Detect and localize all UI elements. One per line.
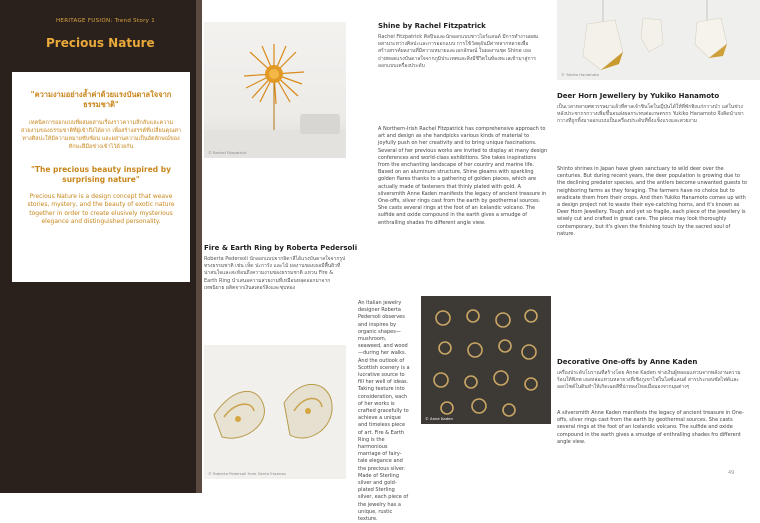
photo-credit: © Anne Kaden [425, 416, 453, 421]
article-thai-pedersoli: Roberta Pedersoli นักออกแบบจากอิตาลีได้แรงบันดาลใจจากรูปทรงธรรมชาติ เช่น เห็ด ปะการัง และไม้ ผลงานของเธอมีพื้นผิวที่น่าสนใจและสะท้อนถึงความงามของธรรมชาติ แหวน Fire & Earth Ring นำเสนอความสวยงามที่เหมือนหลุดออกมาจากเทพนิยาย ผลิตจากเงินสเตอร์ลิงและชุบทอง [204, 256, 346, 291]
decorative-rings-photo [421, 296, 551, 424]
page-number: 49 [728, 470, 735, 476]
thai-pull-quote: "ความงามอย่างล้ำค่าด้วยแรงบันดาลใจจากธรรมชาติ" [30, 90, 172, 109]
intro-quote-box [12, 72, 190, 282]
deer-horn-photo [557, 0, 760, 80]
article-body-pedersoli: An Italian jewelry designer Roberta Pedersoli observes and inspires by organic shapes—mushroom, seaweed, and wood—during her walks. And the outlook of Scottish scenery is a lucrative source to fill her well of ideas. Taking texture into consideration, each of her works is crafted gracefully to achieve a unique and timeless piece of art. Fire & Earth Ring is the harmonious marriage of fairy-tale elegance and the precious silver. Made of Sterling silver and gold-plated Sterling silver, each piece of the jewelry has a unique, rustic texture. [358, 300, 410, 523]
article-body-kaden: A silversmith Anne Kaden manifests the legacy of ancient treasure in One-offs, silver rings cast from the earth by geothermal sources. She casts several rings at the foot of an Icelandic volcano. The sulfide and oxide compound in the earth gives a smudge of enthralling shades fro different angle view. [557, 410, 744, 445]
article-thai-kaden: เครื่องประดับโบราณที่สร้างโดย Anne Kaden ช่างเงินผู้หลอมแหวนจากพลังงานความร้อนใต้พิภพ เธอหล่อแหวนหลายวงที่เชิงภูเขาไฟในไอซ์แลนด์ สารประกอบซัลไฟด์และออกไซด์ในดินทำให้เกิดเฉดสีที่น่าหลงใหลเมื่อมองจากมุมต่างๆ [557, 370, 741, 391]
article-title-pedersoli: Fire & Earth Ring by Roberta Pedersoli [204, 244, 358, 252]
photo-credit: © Roberta Pedersoli from Gente Essenza [208, 471, 286, 476]
thai-intro-text: เทคนิคการออกแบบที่ผสมผสานเรื่องราวความลึกลับและความสวยงามของธรรมชาติที่ผู้เข้าถึงได้ยาก เพื่อสร้างสรรค์ที่เปลี่ยนคุณค่าทางศิลปะให้มีความหมายซับซ้อน และผสานความเป็นอัตลักษณ์ของทักษะฝีมือช่างเข้าไว้ด้วยกัน [20, 120, 182, 150]
series-label: HERITAGE FUSION: Trend Story 1 [56, 18, 156, 24]
shine-sculpture-photo [204, 22, 346, 158]
english-pull-quote: "The precious beauty inspired by surprising nature" [30, 165, 172, 184]
article-body-hanamoto: Shinto shrines in Japan have given sanctuary to wild deer over the centuries. But during recent years, the deer population is growing due to the declining predator species, and the antlers become unwanted guests to neighboring farms as they foraging. The farmers have no choice but to eradicate them from their crops. And then Yukiko Hanamoto comes up with a design project not to waste their eye-catching horns, and it's known as Deer Horn Jewellery. Tough and yet so fragile, each piece of the jewellery is wisely cut and crafted in great care. The piece may look thoroughly contemporary, but it's given the finishing touch by the sacred soul of nature. [557, 166, 747, 237]
photo-credit: © Rachel Fitzpatrick [208, 150, 247, 155]
photo-credit: © Yukiko Hanamoto [561, 72, 599, 77]
article-title-hanamoto: Deer Horn Jewellery by Yukiko Hanamoto [557, 92, 720, 100]
sculpture-illustration [204, 22, 346, 158]
article-body-fitzpatrick: A Northern-Irish Rachel Fitzpatrick has comprehensive approach to art and design as she handpicks various kinds of material to joyfully push on her creativity and to bring unique fascinations. Several of her previous works are invited to display at many design conferences and world-class exhibitions. She takes inspirations from the enchanting landscape of her country and marine life. Based on an aluminum structure, Shine gleams with sparkling golden flares thanks to a gathering of golden pieces, which are actually made of fasteners that thinly plated with gold. A silversmith Anne Kaden manifests the legacy of ancient treasure in One-offs, silver rings cast from the earth by geothermal sources. She casts several rings at the foot of an Icelandic volcano. The sulfide and oxide compound in the earth gives a smudge of enthralling shades fro different angle view. [378, 126, 548, 226]
earring-illustration [204, 345, 346, 479]
page-gutter [196, 0, 202, 493]
article-title-fitzpatrick: Shine by Rachel Fitzpatrick [378, 22, 486, 30]
rings-illustration [421, 296, 551, 424]
article-thai-hanamoto: เป็นเวลาหลายศตวรรษมาแล้วที่ศาลเจ้าชินโตในญี่ปุ่นได้ให้ที่พักพิงแก่กวางป่า แต่ในช่วงหลังประชากรกวางเพิ่มขึ้นจนส่งผลกระทบต่อเกษตรกร Yukiko Hanamoto จึงคิดนำเขากวางที่ถูกทิ้งมาออกแบบเป็นเครื่องประดับที่ทั้งแข็งแรงและสวยงาม [557, 104, 744, 125]
article-thai-fitzpatrick: Rachel Fitzpatrick ศิลปินและนักออกแบบชาวไอร์แลนด์ มีการทำงานผสมผสานระหว่างศิลปะและการออกแบบ การใช้วัสดุอันมีค่าหลากหลายเพื่อสร้างสรรค์ผลงานที่มีความหมายและเอกลักษณ์ ในผลงานชุด Shine เธอถ่ายทอดแรงบันดาลใจจากภูมิประเทศและสิ่งมีชีวิตในท้องทะเลเข้ามาสู่การออกแบบเครื่องประดับ [378, 34, 539, 69]
section-title: Precious Nature [46, 36, 155, 50]
horn-illustration [557, 0, 760, 80]
article-title-kaden: Decorative One-offs by Anne Kaden [557, 358, 698, 366]
fire-earth-ring-photo [204, 345, 346, 479]
english-intro-text: Precious Nature is a design concept that weave stories, mystery, and the beauty of exotic nature together in order to create elusively mysterious elegance and distinguished personality. [27, 193, 175, 226]
